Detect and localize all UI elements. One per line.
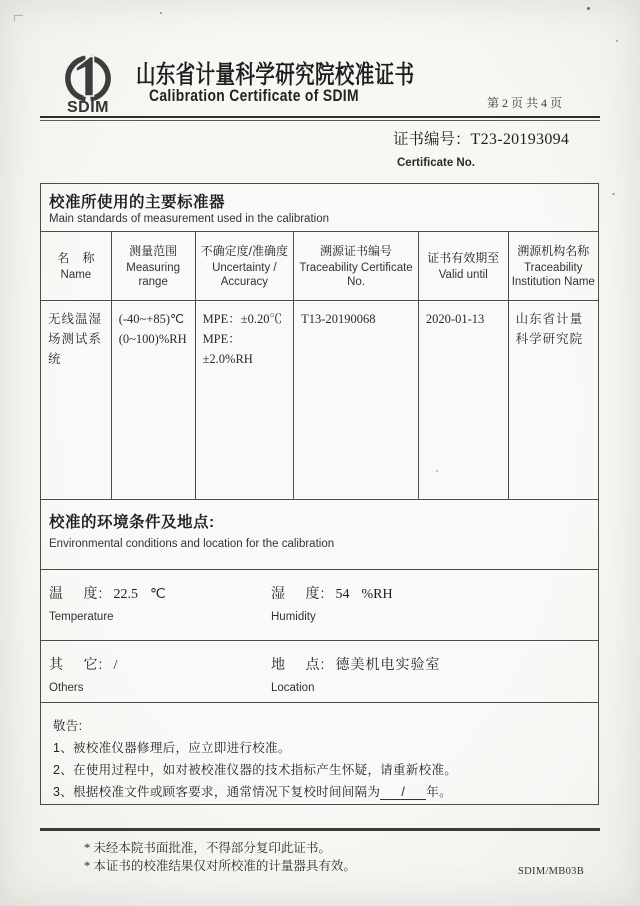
notice-item-3-suffix: 年。 bbox=[426, 785, 452, 799]
certificate-body bbox=[40, 183, 599, 805]
scan-speck bbox=[160, 12, 162, 14]
location-value: 德美机电实验室 bbox=[335, 656, 441, 672]
col-traceability-no bbox=[294, 232, 419, 300]
temperature-block bbox=[49, 583, 271, 640]
notice-item-3 bbox=[53, 781, 588, 803]
col-uncertainty bbox=[196, 232, 295, 300]
humidity-label-zh: 湿 度: bbox=[271, 585, 326, 601]
col-range bbox=[112, 232, 196, 300]
scan-speck bbox=[612, 193, 615, 195]
sdim-logo-icon bbox=[56, 50, 120, 118]
col-valid-until bbox=[419, 232, 509, 300]
standards-table-row bbox=[41, 301, 598, 500]
location-label-en: Location bbox=[271, 682, 315, 694]
humidity-value: 54 bbox=[335, 587, 350, 602]
footer-notes bbox=[84, 839, 356, 875]
range-humidity: (0~100)%RH bbox=[118, 332, 187, 346]
environment-title-en: Environmental conditions and location for the calibration bbox=[49, 538, 335, 550]
col-institution-en: Traceability Institution Name bbox=[511, 261, 595, 288]
col-name-en: Name bbox=[60, 268, 92, 281]
scan-speck bbox=[587, 7, 590, 10]
col-valid-until-en: Valid until bbox=[438, 268, 488, 281]
certificate-number-label-en: Certificate No. bbox=[397, 157, 475, 169]
others-label-zh: 其 它: bbox=[49, 656, 104, 672]
footer-divider bbox=[40, 828, 600, 831]
cell-institution: 山东省计量科学研究院 bbox=[515, 312, 584, 346]
recalibration-interval-blank: / bbox=[380, 785, 426, 800]
logo-sdim-text: SDIM bbox=[67, 99, 109, 116]
notice-item-3-prefix: 3、根据校准文件或顾客要求，通常情况下复校时间间隔为 bbox=[53, 785, 381, 799]
temperature-humidity-row bbox=[41, 570, 598, 641]
col-valid-until-zh: 证书有效期至 bbox=[427, 250, 500, 265]
col-institution-zh: 溯源机构名称 bbox=[517, 243, 590, 258]
certificate-title-zh: 山东省计量科学研究院校准证书 bbox=[136, 61, 415, 89]
temperature-unit: ℃ bbox=[149, 587, 166, 602]
footer-note-2: * 本证书的校准结果仅对所校准的计量器具有效。 bbox=[84, 859, 356, 873]
others-block bbox=[49, 654, 271, 702]
humidity-unit: %RH bbox=[361, 587, 393, 602]
form-number: SDIM/MB03B bbox=[518, 866, 585, 877]
environment-title-zh: 校准的环境条件及地点: bbox=[49, 514, 215, 531]
col-name bbox=[41, 232, 112, 300]
certificate-number-line bbox=[393, 127, 569, 149]
range-temperature: (-40~+85)℃ bbox=[118, 312, 185, 326]
standards-title-zh: 校准所使用的主要标准器 bbox=[49, 194, 226, 211]
col-uncertainty-en: Uncertainty / Accuracy bbox=[212, 261, 277, 288]
col-traceability-no-en: Traceability Certificate No. bbox=[299, 261, 413, 288]
scan-speck bbox=[616, 40, 618, 42]
col-uncertainty-zh: 不确定度/准确度 bbox=[200, 243, 289, 258]
certificate-number-label: 证书编号： bbox=[393, 131, 471, 148]
mpe-temperature: MPE：±0.20℃ bbox=[202, 312, 282, 326]
others-location-row bbox=[41, 641, 598, 703]
notice-item-2: 2、在使用过程中，如对被校准仪器的技术指标产生怀疑，请重新校准。 bbox=[53, 763, 458, 777]
col-range-zh: 测量范围 bbox=[129, 243, 178, 258]
cell-standard-name: 无线温湿场测试系统 bbox=[41, 301, 112, 499]
standards-section-header bbox=[41, 184, 598, 232]
cell-traceability-no: T13-20190068 bbox=[294, 301, 419, 499]
humidity-block bbox=[271, 583, 598, 640]
notice-item-1: 1、被校准仪器修理后，应立即进行校准。 bbox=[53, 741, 291, 755]
col-traceability-no-zh: 溯源证书编号 bbox=[320, 243, 393, 258]
humidity-label-en: Humidity bbox=[271, 611, 316, 623]
location-label-zh: 地 点: bbox=[271, 656, 326, 672]
col-institution bbox=[509, 232, 598, 300]
others-label-en: Others bbox=[49, 682, 84, 694]
location-block bbox=[271, 654, 598, 702]
notice-section bbox=[41, 703, 598, 804]
mpe-humidity: MPE：±2.0%RH bbox=[202, 332, 253, 366]
col-range-en: Measuring range bbox=[126, 261, 180, 288]
environment-section-header bbox=[41, 500, 598, 570]
standards-title-en: Main standards of measurement used in the calibration bbox=[49, 213, 329, 225]
cell-valid-until: 2020-01-13 bbox=[419, 301, 509, 499]
temperature-label-en: Temperature bbox=[49, 611, 114, 623]
standards-table-header bbox=[41, 232, 598, 301]
footer-note-1: * 未经本院书面批准，不得部分复印此证书。 bbox=[84, 841, 331, 855]
col-name-zh: 名 称 bbox=[57, 250, 95, 265]
cell-measuring-range bbox=[112, 301, 196, 499]
page-number: 第 2 页 共 4 页 bbox=[487, 96, 563, 110]
scan-corner-mark bbox=[14, 15, 23, 21]
temperature-value: 22.5 bbox=[113, 587, 138, 602]
temperature-label-zh: 温 度: bbox=[49, 585, 104, 601]
certificate-number-value: T23-20193094 bbox=[470, 131, 570, 148]
header-divider bbox=[40, 116, 600, 121]
others-value: / bbox=[113, 658, 118, 673]
notice-title: 敬告: bbox=[53, 719, 83, 733]
certificate-title-en: Calibration Certificate of SDIM bbox=[149, 87, 359, 105]
cell-uncertainty bbox=[196, 301, 295, 499]
